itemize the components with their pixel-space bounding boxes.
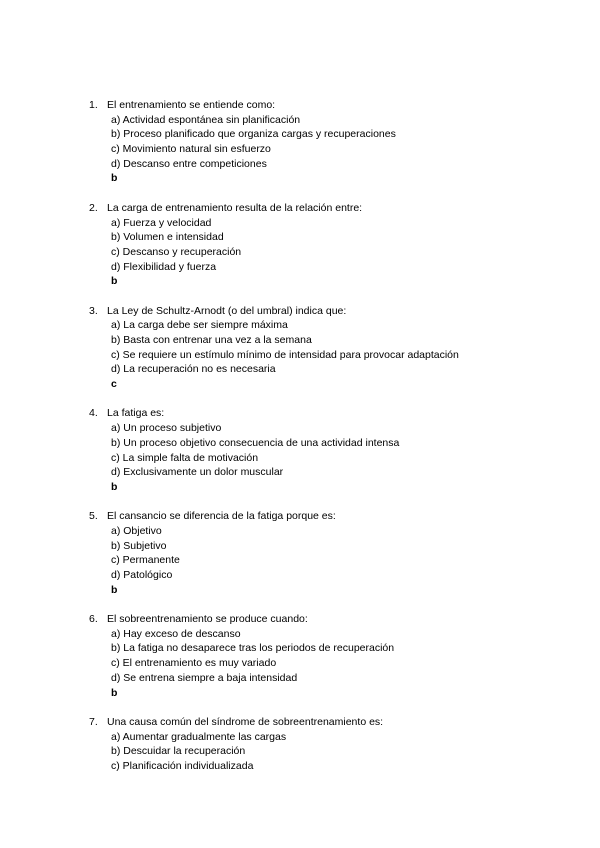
option-c: c) Planificación individualizada (111, 759, 254, 772)
option-b: b) La fatiga no desaparece tras los periodos de recuperación (111, 642, 395, 655)
answer-key: b (111, 275, 118, 288)
option-b: b) Subjetivo (111, 539, 167, 552)
question-item (0, 304, 600, 392)
question-text: Una causa común del síndrome de sobreentrenamiento es: (107, 715, 384, 728)
question-item (0, 509, 600, 597)
option-a: a) Actividad espontánea sin planificación (111, 113, 301, 126)
answer-key: b (111, 480, 118, 493)
answer-key: c (111, 378, 117, 391)
option-d: d) Flexibilidad y fuerza (111, 260, 217, 273)
question-number: 2. (89, 201, 98, 214)
quiz-question-list (0, 98, 600, 788)
option-a: a) Hay exceso de descanso (111, 627, 241, 640)
question-number: 3. (89, 304, 98, 317)
option-c: c) El entrenamiento es muy variado (111, 657, 277, 670)
option-list (0, 421, 600, 480)
option-b: b) Basta con entrenar una vez a la semana (111, 334, 312, 346)
option-b: b) Descuidar la recuperación (111, 745, 246, 758)
option-d: d) Se entrena siempre a baja intensidad (111, 671, 298, 684)
question-text: La fatiga es: (107, 407, 165, 420)
question-item (0, 98, 600, 186)
option-a: a) Aumentar gradualmente las cargas (111, 730, 287, 743)
answer-key: b (111, 172, 118, 185)
question-item (0, 406, 600, 494)
answer-key: b (111, 583, 118, 596)
option-b: b) Un proceso objetivo consecuencia de una actividad intensa (111, 436, 400, 449)
option-d: d) La recuperación no es necesaria (111, 363, 276, 376)
question-number: 5. (89, 510, 98, 523)
question-text: El sobreentrenamiento se produce cuando: (107, 613, 308, 626)
option-b: b) Volumen e intensidad (111, 231, 224, 244)
question-number: 4. (89, 407, 98, 420)
answer-key: b (111, 686, 118, 699)
option-c: c) Permanente (111, 554, 180, 567)
option-list (0, 730, 600, 774)
option-c: c) Descanso y recuperación (111, 245, 242, 258)
option-list (0, 113, 600, 172)
option-a: a) Un proceso subjetivo (111, 422, 222, 435)
option-a: a) La carga debe ser siempre máxima (111, 319, 288, 332)
question-number: 1. (89, 99, 98, 111)
option-d: d) Descanso entre competiciones (111, 157, 267, 170)
option-a: a) Fuerza y velocidad (111, 216, 212, 229)
question-item (0, 201, 600, 289)
question-text: La Ley de Schultz-Arnodt (o del umbral) indica que: (107, 304, 347, 317)
option-d: d) Patológico (111, 569, 173, 581)
option-d: d) Exclusivamente un dolor muscular (111, 466, 284, 479)
question-text: La carga de entrenamiento resulta de la relación entre: (107, 201, 363, 214)
option-b: b) Proceso planificado que organiza cargas y recuperaciones (111, 128, 396, 141)
option-list (0, 318, 600, 377)
option-c: c) Se requiere un estímulo mínimo de intensidad para provocar adaptación (111, 348, 459, 361)
option-list (0, 627, 600, 686)
option-list (0, 216, 600, 275)
question-number: 7. (89, 715, 98, 728)
question-item (0, 612, 600, 700)
question-text: El cansancio se diferencia de la fatiga porque es: (107, 510, 336, 523)
option-c: c) La simple falta de motivación (111, 451, 259, 464)
question-number: 6. (89, 613, 98, 626)
option-list (0, 524, 600, 583)
option-c: c) Movimiento natural sin esfuerzo (111, 143, 271, 156)
option-a: a) Objetivo (111, 524, 162, 537)
question-text: El entrenamiento se entiende como: (107, 99, 276, 111)
question-item (0, 715, 600, 774)
